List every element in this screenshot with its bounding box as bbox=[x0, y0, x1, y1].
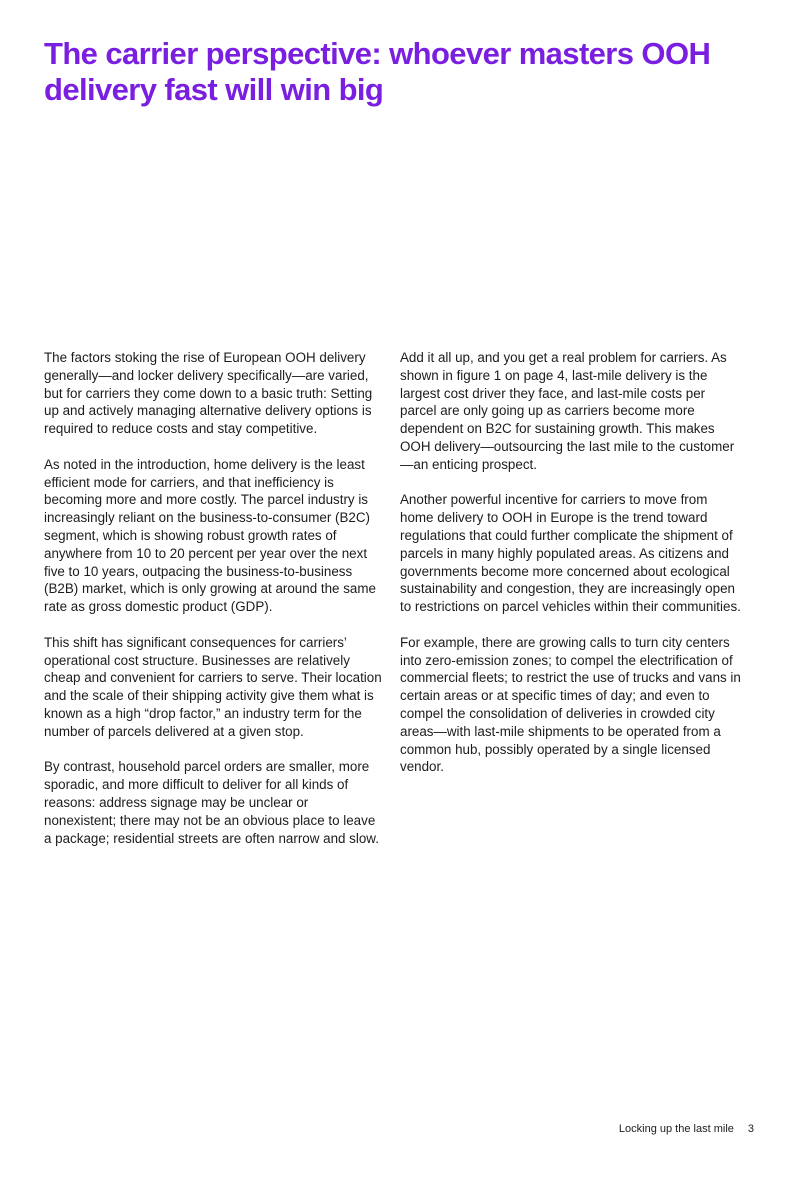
body-paragraph: The factors stoking the rise of European OOH delivery generally—and locker delivery specifically—are varied, but for carriers they come down to a basic truth: Setting up and actively managing alternative delivery options is required to reduce costs and stay competitive. bbox=[44, 350, 373, 437]
page-footer bbox=[619, 1122, 754, 1136]
body-paragraph: For example, there are growing calls to turn city centers into zero-emission zones; to compel the electrification of commercial fleets; to restrict the use of trucks and vans in certain areas or at specific times of day; and even to compel the consolidation of deliveries in crowded city areas—with last-mile shipments to be operated from a common hub, possibly operated by a single licensed vendor. bbox=[400, 634, 741, 775]
page-number: 3 bbox=[747, 1123, 754, 1135]
running-title: Locking up the last mile bbox=[618, 1123, 734, 1135]
body-paragraph: This shift has significant consequences for carriers’ operational cost structure. Businesses are relatively cheap and convenient for carriers to serve. Their location and the scale of their shipping activity give them what is known as a high “drop factor,” an industry term for the number of parcels delivered at a given stop. bbox=[44, 634, 382, 739]
body-paragraph: Another powerful incentive for carriers to move from home delivery to OOH in Europe is the trend toward regulations that could further complicate the shipment of parcels in many highly populated areas. As citizens and governments become more concerned about ecological sustainability and congestion, they are increasingly open to restrictions on parcel vehicles within their communities. bbox=[400, 492, 741, 615]
left-column bbox=[44, 349, 382, 865]
body-paragraph: As noted in the introduction, home delivery is the least efficient mode for carriers, and that inefficiency is becoming more and more costly. The parcel industry is increasingly reliant on the business-to-consumer (B2C) segment, which is showing robust growth rates of anywhere from 10 to 20 percent per year over the next five to 10 years, outpacing the business-to-business (B2B) market, which is only growing at around the same rate as gross domestic product (GDP). bbox=[44, 456, 376, 615]
right-column bbox=[400, 349, 742, 794]
body-paragraph: Add it all up, and you get a real problem for carriers. As shown in figure 1 on page 4, last-mile delivery is the largest cost driver they face, and last-mile costs per parcel are only going up as carriers become more dependent on B2C for sustaining growth. This makes OOH delivery—outsourcing the last mile to the customer—an enticing prospect. bbox=[400, 350, 735, 472]
body-paragraph: By contrast, household parcel orders are smaller, more sporadic, and more difficult to deliver for all kinds of reasons: address signage may be unclear or nonexistent; there may not be an obvious place to leave a package; residential streets are often narrow and slow. bbox=[44, 759, 379, 846]
page-title: The carrier perspective: whoever masters OOH delivery fast will win big bbox=[44, 36, 711, 107]
